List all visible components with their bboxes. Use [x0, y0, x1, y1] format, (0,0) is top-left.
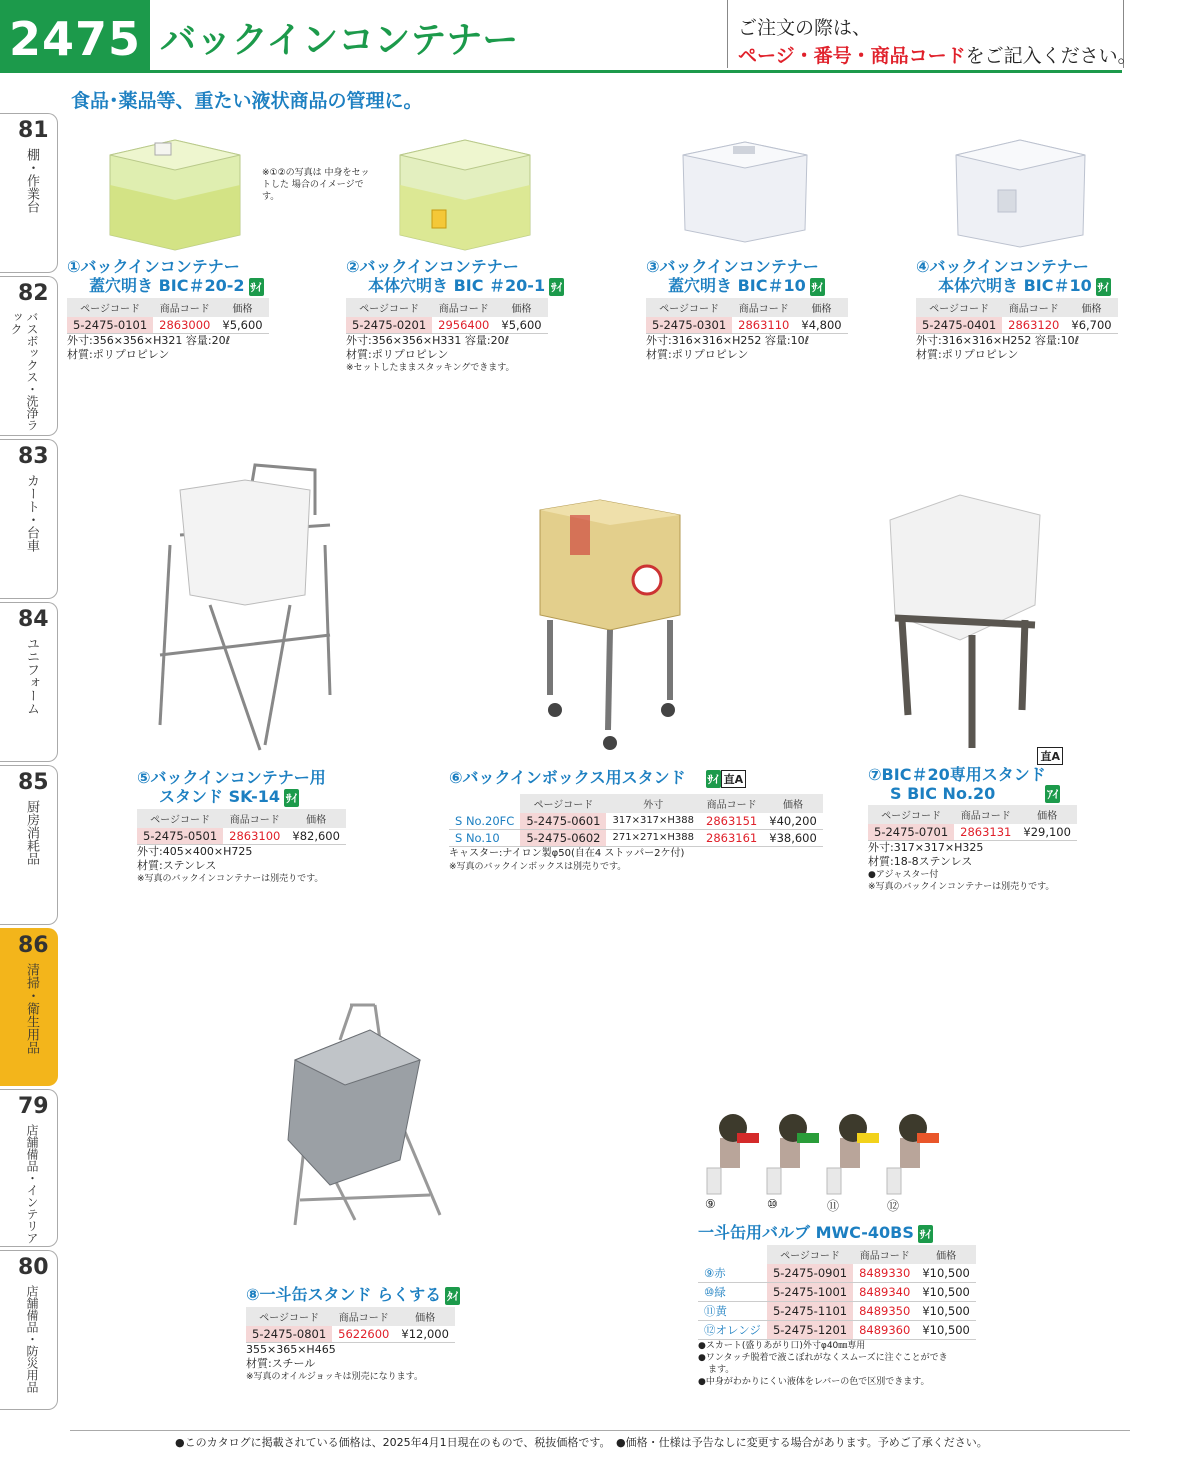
index-tab-label: 棚・作業台 — [24, 148, 39, 213]
product-3 — [646, 257, 848, 362]
index-tab-number: 79 — [18, 1094, 49, 1119]
product-image-bic10 — [675, 120, 815, 245]
shipping-badge: 直A — [1037, 747, 1063, 765]
spec-size: 外寸:316×316×H252 容量:10ℓ — [916, 333, 1080, 347]
index-tab-label: 清掃・衛生用品 — [24, 963, 39, 1054]
valve-yellow-icon — [827, 1114, 879, 1194]
page-number: 2475 — [0, 0, 150, 70]
order-note-line1: ご注文の際は、 — [738, 17, 872, 39]
supplier-badge: ｻｲ — [810, 278, 825, 296]
order-note-tail: をご記入ください。 — [965, 45, 1137, 67]
valve-label: ⑩ — [767, 1197, 778, 1211]
index-tab-84[interactable] — [0, 602, 58, 762]
spec-size: 外寸:405×400×H725 — [137, 844, 253, 858]
product-note: ※写真のバックインコンテナーは別売りです。 — [868, 882, 1055, 892]
supplier-badge: ﾀｲ — [445, 1287, 460, 1305]
product-2 — [346, 257, 564, 374]
index-tab-number: 80 — [18, 1255, 49, 1280]
spec-material: 材質:ポリプロピレン — [346, 347, 449, 361]
supplier-badge: ｻｲ — [549, 278, 564, 296]
price-table: ページコード 外寸 商品コード 価格 S No.20FC 5-2475-0601 317×317×H388 2863151 ¥40,200 S No.10 5-2475-0602 271×271×H388 2863161 ¥38,600 — [449, 794, 823, 847]
product-note: ※写真のバックインボックスは別売りです。 — [449, 861, 627, 872]
price-table: ページコード 商品コード 価格 5-2475-0201 2956400 ¥5,600 — [346, 298, 548, 334]
valve-label: ⑨ — [705, 1197, 716, 1211]
index-tab-label: ユニフォーム — [24, 637, 39, 715]
page-title: バックインコンテナー — [160, 20, 519, 61]
product-image-bib-stand — [530, 495, 690, 755]
index-tab-83[interactable] — [0, 439, 58, 599]
spec-material: 材質:ポリプロピレン — [916, 347, 1019, 361]
index-tab-number: 83 — [18, 444, 49, 469]
product-title: ⑦BIC＃20専用スタンド — [868, 764, 1046, 784]
product-valve — [698, 1223, 976, 1388]
index-tab-81[interactable] — [0, 113, 58, 273]
supplier-badge: ｻｲ — [918, 1225, 933, 1243]
index-tab-number: 86 — [18, 933, 49, 958]
product-model: 蓋穴明き BIC＃10 ｻｲ — [668, 276, 823, 295]
product-title: ①バックインコンテナー — [67, 257, 240, 276]
order-note-red: ページ・番号・商品コード — [738, 45, 966, 67]
product-image-bic20-2 — [100, 115, 250, 255]
spec-size: 355×365×H465 — [246, 1342, 336, 1356]
product-image-can-stand — [280, 1000, 450, 1230]
product-image-bic20-stand — [880, 490, 1060, 750]
product-note: ●中身がわかりにくい液体をレバーの色で区別できます。 — [698, 1376, 930, 1387]
price-table: ページコード 商品コード 価格 5-2475-0401 2863120 ¥6,700 — [916, 298, 1118, 334]
spec-size: 外寸:356×356×H331 容量:20ℓ — [346, 333, 510, 347]
product-note: ※写真のバックインコンテナーは別売りです。 — [137, 873, 324, 884]
index-tab-80[interactable] — [0, 1250, 58, 1410]
index-tab-label: 厨房消耗品 — [24, 800, 39, 865]
supplier-badge: ｻｲ — [1096, 278, 1111, 296]
product-title: ⑧一斗缶スタンド らくする ﾀｲ — [246, 1285, 459, 1304]
product-title: ③バックインコンテナー — [646, 257, 819, 276]
index-tab-85[interactable] — [0, 765, 58, 925]
product-image-stand-sk14 — [150, 455, 350, 755]
product-note: ます。 — [708, 1364, 735, 1375]
footer-note: ●このカタログに掲載されている価格は、2025年4月1日現在のもので、税抜価格です。 ●価格・仕様は予告なしに変更する場合があります。予めご了承ください。 — [175, 1436, 988, 1449]
price-table: ページコード 商品コード 価格 5-2475-0701 2863131 ¥29,100 — [868, 805, 1077, 841]
price-table: ページコード 商品コード 価格 ⑨赤 5-2475-0901 8489330 ¥10,500 ⑩緑 5-2475-1001 8489340 ¥10,500 ⑪黄 5-2475-1101 8489350 ¥10,500 ⑫オレンジ 5-2475-1201 8489360 ¥10,500 — [698, 1245, 976, 1340]
supplier-badge: ｻｲ — [706, 770, 721, 788]
product-image-valves — [695, 1108, 955, 1208]
product-model: S BIC No.20 ｱｲ — [890, 783, 1059, 803]
spec-material: 材質:18-8ステンレス — [868, 855, 973, 868]
price-table: ページコード 商品コード 価格 5-2475-0801 5622600 ¥12,000 — [246, 1307, 455, 1343]
supplier-badge: ｱｲ — [1045, 785, 1060, 803]
supplier-badge: ｻｲ — [284, 789, 299, 807]
price-table: ページコード 商品コード 価格 5-2475-0101 2863000 ¥5,600 — [67, 298, 269, 334]
product-5 — [137, 768, 346, 885]
index-tab-number: 85 — [18, 770, 49, 795]
shipping-badge: 直A — [721, 770, 747, 788]
header-rule — [0, 70, 1122, 73]
index-tab-82[interactable] — [0, 276, 58, 436]
footer-rule — [70, 1430, 1130, 1431]
product-model: スタンド SK-14 ｻｲ — [159, 787, 298, 806]
index-tab-label: バスボックス・洗浄ラック — [9, 311, 39, 431]
spec-size: 外寸:356×356×H321 容量:20ℓ — [67, 333, 231, 347]
spec-material: 材質:ポリプロピレン — [646, 347, 749, 361]
page-subtitle: 食品･薬品等、重たい液状商品の管理に。 — [71, 90, 423, 112]
index-tab-label: カート・台車 — [24, 474, 39, 552]
product-note: ●ワンタッチ脱着で液こぼれがなくスムーズに注ぐことができ — [698, 1352, 948, 1363]
spec-size: 外寸:316×316×H252 容量:10ℓ — [646, 333, 810, 347]
product-8 — [246, 1285, 460, 1383]
product-title: ④バックインコンテナー — [916, 257, 1089, 276]
product-note: ●アジャスター付 — [868, 870, 939, 880]
index-tab-number: 84 — [18, 607, 49, 632]
valve-green-icon — [767, 1114, 819, 1194]
valve-label: ⑪ — [827, 1199, 840, 1213]
price-table: ページコード 商品コード 価格 5-2475-0301 2863110 ¥4,800 — [646, 298, 848, 334]
spec-size: 外寸:317×317×H325 — [868, 841, 984, 854]
product-note: ※写真のオイルジョッキは別売になります。 — [246, 1371, 423, 1382]
supplier-badge: ｻｲ — [249, 278, 264, 296]
valve-orange-icon — [887, 1114, 939, 1194]
product-7 — [868, 745, 1077, 893]
index-tab-number: 82 — [18, 281, 49, 306]
order-note-line2 — [738, 41, 1137, 68]
index-tab-79[interactable] — [0, 1089, 58, 1247]
product-note: ※セットしたままスタッキングできます。 — [346, 362, 515, 373]
product-title: ②バックインコンテナー — [346, 257, 519, 276]
photo-note: ※①②の写真は 中身をセットした 場合のイメージです。 — [262, 168, 370, 202]
product-image-bic10-body — [948, 120, 1093, 250]
valve-label: ⑫ — [887, 1199, 900, 1213]
product-title: ⑥バックインボックス用スタンド ｻｲ 直A — [449, 768, 823, 788]
spec-material: 材質:スチール — [246, 1356, 316, 1370]
product-title: 一斗缶用バルブ MWC-40BS ｻｲ — [698, 1223, 931, 1242]
product-6 — [449, 768, 823, 873]
product-image-bic20-1 — [390, 115, 540, 255]
valve-red-icon — [707, 1114, 759, 1194]
index-tab-number: 81 — [18, 118, 49, 143]
index-tab-label: 店舗備品・インテリア — [25, 1124, 39, 1244]
product-model: 蓋穴明き BIC＃20-2 ｻｲ — [89, 276, 262, 295]
product-model: 本体穴明き BIC ＃20-1 ｻｲ — [368, 276, 563, 295]
spec-caster: キャスター:ナイロン製φ50(自在4 ストッパー2ケ付) — [449, 847, 685, 859]
product-1 — [67, 257, 269, 362]
product-title: ⑤バックインコンテナー用 — [137, 768, 326, 787]
spec-material: 材質:ポリプロピレン — [67, 347, 170, 361]
product-note: ●スカート(盛りあがり口)外寸φ40㎜専用 — [698, 1340, 866, 1351]
product-4 — [916, 257, 1118, 362]
spec-material: 材質:ステンレス — [137, 858, 217, 872]
index-tab-86[interactable] — [0, 928, 58, 1086]
index-tab-label: 店舗備品・防災用品 — [25, 1285, 39, 1393]
price-table: ページコード 商品コード 価格 5-2475-0501 2863100 ¥82,600 — [137, 809, 346, 845]
product-model: 本体穴明き BIC＃10 ｻｲ — [938, 276, 1109, 295]
